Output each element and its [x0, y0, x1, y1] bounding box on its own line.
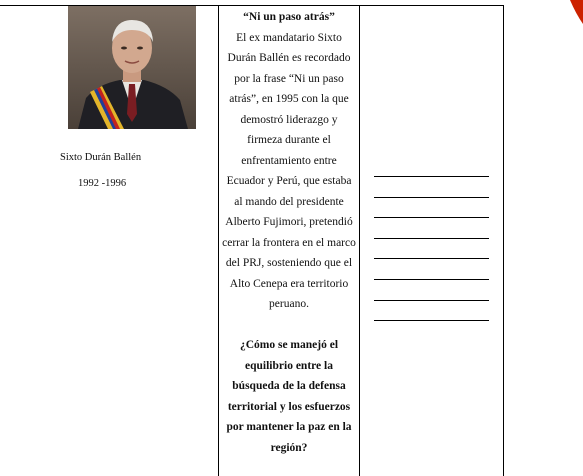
answer-line[interactable] [374, 300, 489, 301]
reflection-question: ¿Cómo se manejó el equilibrio entre la búsqueda de la defensa territorial y los esfuerzos por mantener la paz en la región? [226, 339, 352, 454]
president-name: Sixto Durán Ballén [60, 152, 142, 163]
answer-line[interactable] [374, 176, 489, 177]
portrait-photo [68, 6, 196, 129]
presidency-years: 1992 -1996 [78, 178, 127, 189]
answer-line[interactable] [374, 320, 489, 321]
column-divider-3 [503, 5, 504, 476]
column-divider-2 [359, 5, 360, 476]
spacer [222, 315, 356, 336]
portrait-image [68, 6, 196, 129]
answer-line[interactable] [374, 238, 489, 239]
content-cell [222, 7, 356, 458]
answer-line[interactable] [374, 197, 489, 198]
answer-line[interactable] [374, 279, 489, 280]
answer-line[interactable] [374, 258, 489, 259]
description-text: El ex mandatario Sixto Durán Ballén es recordado por la frase “Ni un paso atrás”, en 1995 con la que demostró liderazgo y firmeza durante el enfrentamiento entre Ecuador y Perú, que estaba al mando del presidente Alberto Fujimori, pretendió cerrar la frontera en el marco del PRJ, sosteniendo que el Alto Cenepa era territorio peruano. [222, 31, 356, 310]
answer-line[interactable] [374, 217, 489, 218]
quote-title: “Ni un paso atrás” [243, 11, 335, 23]
corner-decoration-icon [566, 0, 583, 30]
column-divider-1 [218, 5, 219, 476]
